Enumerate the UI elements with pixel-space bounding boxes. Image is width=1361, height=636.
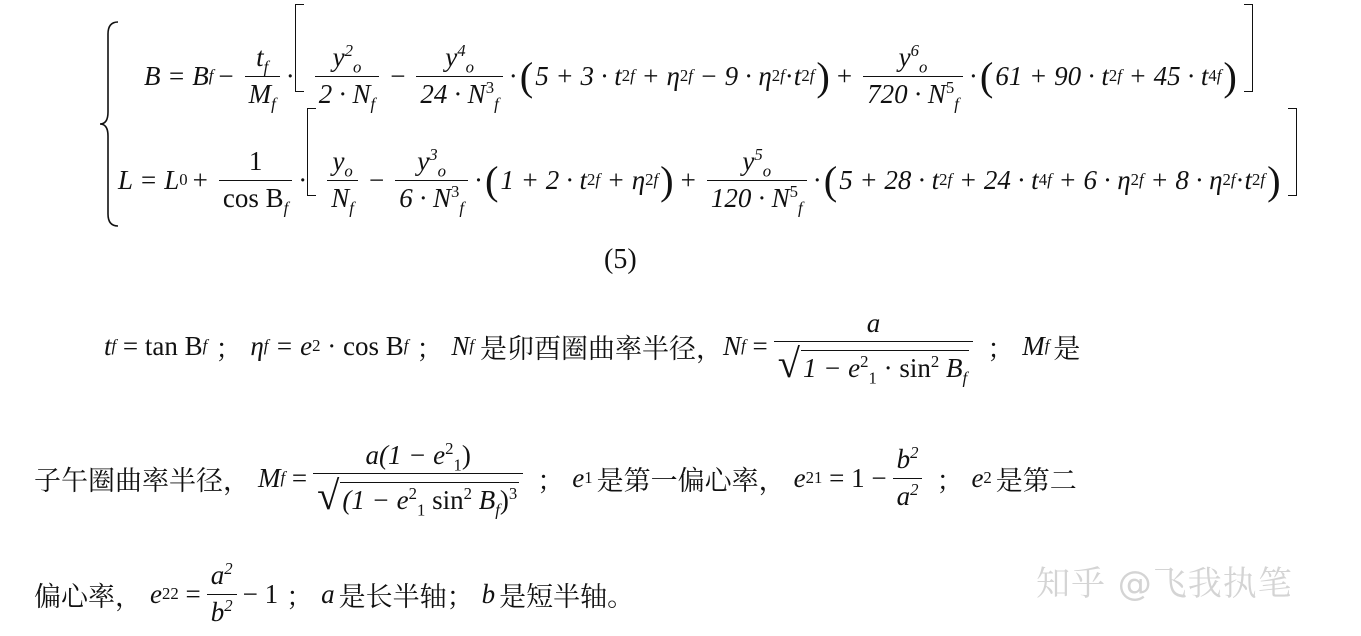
definitions-line-1: t f = tan B f ； η f = e 2 · cos B f ； N f 是卯酉圈曲率半径， N f = $\frac{a}{√ 1 - e^2_1 \cdot \sin^2 B_f}$ ； M f 是 — [104, 307, 1081, 388]
l-lhs: L = L — [118, 164, 180, 195]
definitions-line-3: 偏心率， e 2 2 = $\frac{a^2}{b^2}$ − 1 ； a 是长半轴； b 是短半轴。 — [34, 559, 635, 627]
equation-B: B = B f − $\frac{t_f}{M_f}$ · $\frac{y^2_o}{2 \cdot N_f}$ − $\frac{y^4_o}{24 \cdot N^3_f}$ · ( 5 + 3 · t 2 f + η 2 f − 9 · η 2 f · t 2 f ) + $\frac{y^6_o}{720 \cdot N^5_f}$ · ( 61 + 90 · t 2 f + 45 · t 4 f ) — [144, 28, 1253, 124]
b-frac-t-over-m: $\frac{t_f}{M_f}$ — [245, 42, 280, 109]
system-brace — [98, 20, 120, 228]
n-formula: $\frac{a}{√ 1 - e^2_1 \cdot \sin^2 B_f}$ — [774, 308, 973, 385]
l-frac-1-over-cos: $\frac{1}{\cos B_f}$ — [219, 146, 292, 213]
m-description: 子午圈曲率半径， — [34, 465, 250, 497]
b-lhs: B = B — [144, 60, 209, 91]
equation-number: (5) — [604, 244, 637, 275]
watermark: 知乎 @飞我执笔 — [1036, 564, 1293, 604]
n-description: 是卯酉圈曲率半径， — [480, 333, 724, 365]
equation-L: L = L 0 + $\frac{1}{\cos B_f}$ · $\frac{y_o}{N_f}$ − $\frac{y^3_o}{6 \cdot N^3_f}$ · ( 1 + 2 · t 2 f + η 2 f ) + $\frac{y^5_o}{120 \cdot N^5_f}$ · ( 5 + 28 · t 2 f + 24 · t 4 f + 6 · η 2 f + 8 · η 2 f · t 2 f ) — [118, 132, 1297, 228]
definitions-line-2: 子午圈曲率半径， M f = $\frac{a(1 - e^2_1)}{√ (1 - e^2_1 \sin^2 B_f)^3}$ ； e 1 是第一偏心率， e 2 1 = 1 − $\frac{b^2}{a^2}$ ； e 2 是第二 — [34, 438, 1077, 520]
m-formula: $\frac{a(1 - e^2_1)}{√ (1 - e^2_1 \sin^2 B_f)^3}$ — [313, 440, 523, 517]
